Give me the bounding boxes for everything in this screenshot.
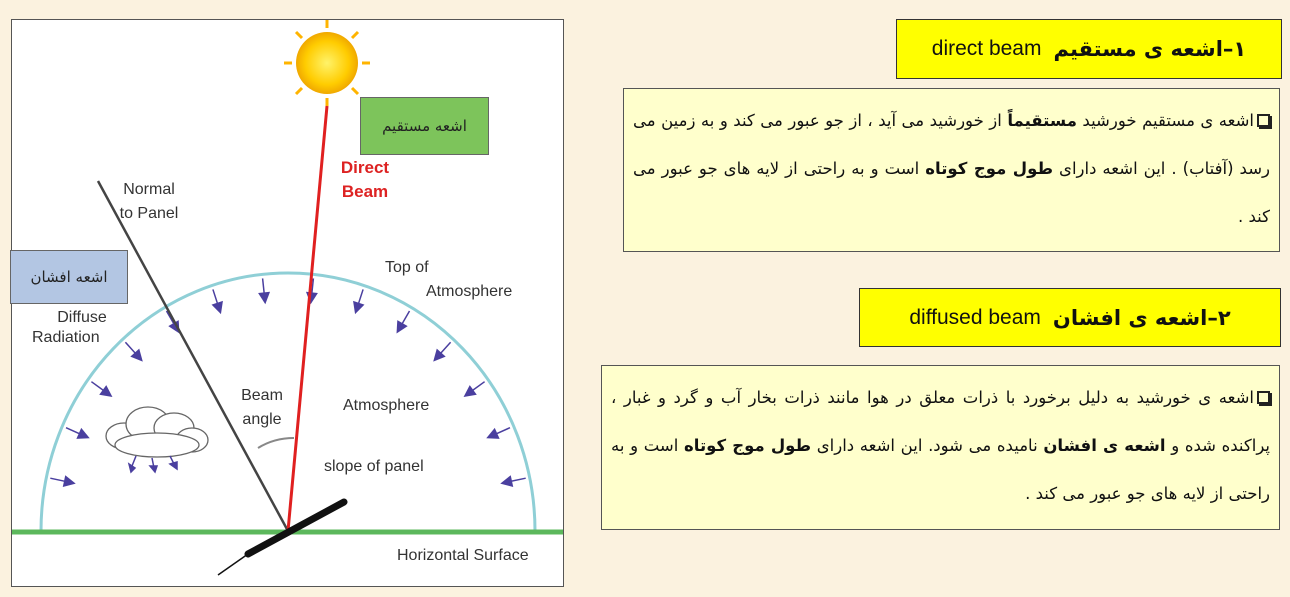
direct-beam-line	[288, 106, 327, 531]
diffuse-radiation-label	[32, 308, 132, 348]
diffuse-arrow-head	[464, 385, 477, 397]
atmosphere-label: Atmosphere	[343, 397, 430, 414]
section2-heading	[859, 288, 1281, 347]
checkbox-bullet-icon	[1257, 391, 1270, 404]
diffuse-beam-tag: اشعه افشان	[10, 250, 128, 304]
diffuse-radiation-line2: Radiation	[32, 329, 100, 346]
normal-label-line2: to Panel	[119, 205, 179, 222]
section1-text-c: از خورشید می آید ، از جو عبور می کند و به زمین می رسد (آفتاب) . این اشعه دارای	[633, 111, 1271, 178]
horizontal-surface-label: Horizontal Surface	[397, 547, 529, 564]
section1-text-e: است و به راحتی از لایه های جو عبور می کند .	[633, 159, 1270, 226]
top-of-atmosphere-line1: Top of	[385, 259, 429, 276]
normal-to-panel-line	[98, 181, 288, 531]
section2-heading-en: diffused beam	[909, 305, 1041, 329]
direct-beam-label-line1: Direct	[340, 158, 390, 177]
section2-heading-fa: ۲–اشعه ی افشان	[1052, 305, 1231, 330]
diffuse-arrow-head	[212, 301, 223, 314]
checkbox-bullet-icon	[1257, 114, 1270, 127]
slope-of-panel-label: slope of panel	[324, 458, 424, 475]
diffuse-arrow-head	[258, 292, 270, 305]
section2-text-c: نامیده می شود. این اشعه دارای	[816, 436, 1038, 455]
sun-icon	[284, 20, 370, 106]
diffuse-arrow-head	[63, 475, 76, 487]
section2-text-a: اشعه ی خورشید به دلیل برخورد با ذرات معلق در هوا مانند ذرات بخار آب و گرد و غبار ، پراکنده شده و	[611, 388, 1271, 455]
diffuse-radiation-line1: Diffuse	[57, 309, 107, 326]
normal-to-panel-label	[109, 178, 189, 226]
beam-angle-arc	[258, 438, 294, 448]
cloud-arrows	[129, 456, 177, 472]
section2-text-d: طول موج کوتاه	[684, 436, 812, 455]
cloud-icon	[106, 407, 208, 457]
solar-radiation-diagram	[11, 19, 564, 587]
section1-heading	[896, 19, 1282, 79]
section1-heading-en: direct beam	[931, 37, 1042, 60]
section2-text-e: است و به راحتی از لایه های جو عبور می کند .	[611, 436, 1270, 503]
section2-paragraph	[601, 365, 1280, 530]
section1-text-b: مستقیماً	[1007, 111, 1077, 130]
top-of-atmosphere-label	[385, 256, 512, 304]
panel-line	[248, 502, 344, 554]
direct-beam-label	[330, 156, 400, 204]
direct-beam-tag: اشعه مستقیم	[360, 97, 489, 155]
section2-text-b: اشعه ی افشان	[1043, 436, 1166, 455]
diffuse-arrow-head	[500, 475, 513, 487]
section1-paragraph	[623, 88, 1280, 252]
panel-extension-line	[218, 554, 248, 575]
section1-heading-fa: ۱–اشعه ی مستقیم	[1053, 37, 1247, 61]
section1-text-d: طول موج کوتاه	[925, 159, 1054, 178]
section1-text-a: اشعه ی مستقیم خورشید	[1082, 111, 1255, 130]
beam-angle-line2: angle	[242, 411, 282, 428]
diffuse-arrow-head	[99, 385, 112, 397]
diffuse-arrow-head	[353, 301, 364, 314]
top-of-atmosphere-line2: Atmosphere	[426, 283, 513, 300]
diffuse-arrow-head	[397, 320, 408, 333]
direct-beam-label-line2: Beam	[341, 182, 389, 201]
beam-angle-label	[232, 384, 292, 432]
beam-angle-line1: Beam	[241, 387, 283, 404]
normal-label-line1: Normal	[123, 181, 175, 198]
